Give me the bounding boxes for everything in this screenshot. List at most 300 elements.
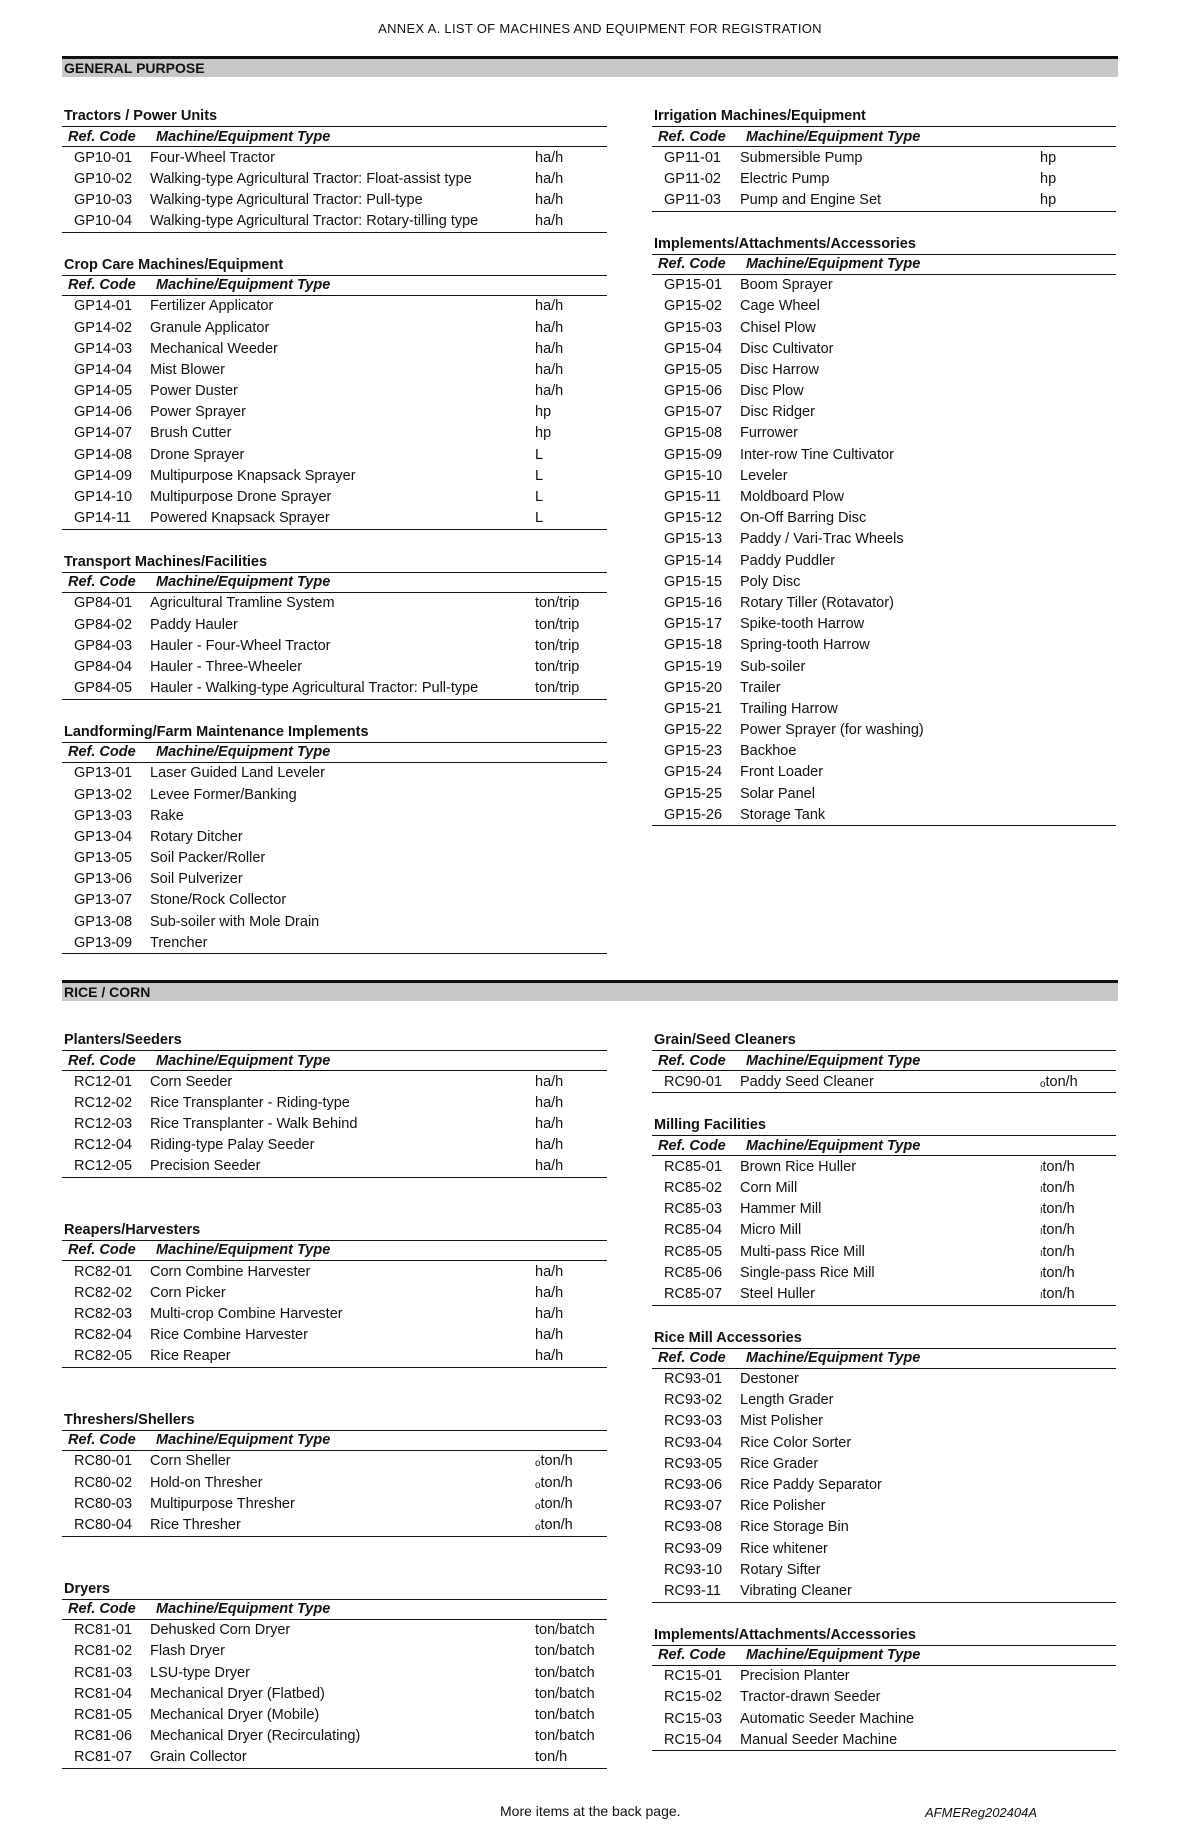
unit: ha/h [535, 191, 564, 208]
equipment-group [62, 1030, 607, 1178]
unit [1040, 486, 1116, 507]
machine-type: Paddy Hauler [150, 616, 238, 633]
unit: hp [1040, 191, 1057, 208]
table-row [62, 168, 607, 189]
column-header-ref-code: Ref. Code [62, 1430, 150, 1450]
table-row [652, 1368, 1116, 1390]
unit [535, 784, 607, 805]
equipment-group [652, 1328, 1116, 1603]
table-row [652, 804, 1116, 826]
unit: ₗton/h [1040, 1285, 1075, 1302]
table-row [62, 1726, 607, 1747]
ref-code: GP15-14 [664, 552, 723, 569]
table-row [62, 381, 607, 402]
ref-code: RC15-03 [664, 1710, 723, 1727]
unit: L [535, 489, 544, 506]
table-row [652, 444, 1116, 465]
unit: ha/h [535, 1094, 564, 1111]
machine-type: Rice Color Sorter [740, 1434, 852, 1451]
equipment-group [62, 1220, 607, 1368]
table-row [62, 1325, 607, 1346]
table-row [652, 189, 1116, 211]
table-row [652, 1283, 1116, 1305]
ref-code: GP15-16 [664, 594, 723, 611]
machine-type: Rice Transplanter - Riding-type [150, 1094, 350, 1111]
machine-type: Walking-type Agricultural Tractor: Pull-type [150, 191, 423, 208]
ref-code: RC85-06 [664, 1264, 723, 1281]
ref-code: RC15-01 [664, 1668, 723, 1685]
ref-code: RC80-02 [74, 1474, 133, 1491]
unit [1040, 296, 1116, 317]
ref-code: GP15-04 [664, 340, 723, 357]
ref-code: GP15-07 [664, 404, 723, 421]
ref-code: GP15-12 [664, 510, 723, 527]
unit [1040, 359, 1116, 380]
table-row [652, 1538, 1116, 1559]
ref-code: GP15-13 [664, 531, 723, 548]
table-row [652, 1241, 1116, 1262]
table-row [62, 1282, 607, 1303]
ref-code: GP15-02 [664, 298, 723, 315]
unit [1040, 338, 1116, 359]
ref-code: RC12-02 [74, 1094, 133, 1111]
table-row [652, 1729, 1116, 1751]
table-row [652, 1517, 1116, 1538]
table-row [62, 1450, 607, 1472]
column-header-ref-code: Ref. Code [62, 1599, 150, 1619]
table-row [62, 486, 607, 507]
ref-code: RC81-01 [74, 1622, 133, 1639]
table-row [652, 296, 1116, 317]
column-header-type: Machine/Equipment Type [150, 1599, 607, 1619]
table-row [62, 1493, 607, 1514]
table-row [62, 592, 607, 614]
unit: ha/h [535, 1115, 564, 1132]
unit [1040, 1432, 1116, 1453]
ref-code: GP15-03 [664, 319, 723, 336]
machine-type: Corn Seeder [150, 1073, 233, 1090]
equipment-group [652, 1115, 1116, 1305]
ref-code: RC12-03 [74, 1115, 133, 1132]
machine-type: Paddy Puddler [740, 552, 836, 569]
machine-type: Disc Cultivator [740, 340, 834, 357]
ref-code: GP11-03 [664, 191, 721, 208]
machine-type: Flash Dryer [150, 1643, 225, 1660]
unit: ₗton/h [1040, 1222, 1075, 1239]
equipment-table [62, 1430, 607, 1537]
table-row [62, 1135, 607, 1156]
machine-type: Hammer Mill [740, 1201, 822, 1218]
ref-code: RC12-04 [74, 1137, 133, 1154]
machine-type: Backhoe [740, 743, 797, 760]
section-column-right [652, 1030, 1116, 1751]
table-row [652, 635, 1116, 656]
group-title: Planters/Seeders [64, 1032, 182, 1048]
unit: L [535, 467, 544, 484]
ref-code: RC93-03 [664, 1413, 723, 1430]
ref-code: GP15-20 [664, 679, 723, 696]
equipment-group [652, 234, 1116, 827]
table-row [652, 1496, 1116, 1517]
table-row [62, 508, 607, 530]
ref-code: GP15-24 [664, 764, 723, 781]
machine-type: Trailing Harrow [740, 700, 838, 717]
table-row [62, 338, 607, 359]
machine-type: Boom Sprayer [740, 277, 833, 294]
ref-code: RC81-07 [74, 1749, 133, 1766]
ref-code: GP13-03 [74, 807, 133, 824]
table-row [652, 550, 1116, 571]
unit [1040, 1411, 1116, 1432]
unit: ₒton/h [535, 1453, 573, 1470]
unit: ₗton/h [1040, 1264, 1075, 1281]
ref-code: GP14-06 [74, 404, 133, 421]
table-row [62, 911, 607, 932]
ref-code: RC93-07 [664, 1498, 723, 1515]
machine-type: Rake [150, 807, 184, 824]
machine-type: Spring-tooth Harrow [740, 637, 870, 654]
table-row [652, 592, 1116, 613]
unit: ₗton/h [1040, 1158, 1075, 1175]
machine-type: Corn Picker [150, 1284, 226, 1301]
table-row [62, 1113, 607, 1134]
ref-code: RC82-02 [74, 1284, 133, 1301]
ref-code: GP14-11 [74, 510, 131, 527]
unit: ton/batch [535, 1643, 595, 1660]
table-row [652, 741, 1116, 762]
equipment-table [62, 126, 607, 233]
table-row [62, 189, 607, 210]
table-row [62, 635, 607, 656]
machine-type: Disc Ridger [740, 404, 815, 421]
machine-type: Mechanical Dryer (Mobile) [150, 1706, 320, 1723]
machine-type: Mist Polisher [740, 1413, 823, 1430]
ref-code: GP14-10 [74, 489, 133, 506]
machine-type: Micro Mill [740, 1222, 802, 1239]
table-row [62, 1156, 607, 1178]
group-title: Tractors / Power Units [64, 108, 218, 124]
machine-type: Multipurpose Knapsack Sprayer [150, 467, 356, 484]
machine-type: Four-Wheel Tractor [150, 149, 275, 166]
group-title: Landforming/Farm Maintenance Implements [64, 723, 369, 740]
equipment-table [62, 572, 607, 700]
table-row [62, 1641, 607, 1662]
group-title: Reapers/Harvesters [64, 1221, 201, 1238]
unit [1040, 1687, 1116, 1708]
unit: ha/h [535, 1073, 564, 1090]
group-title: Threshers/Shellers [64, 1411, 195, 1428]
ref-code: GP15-21 [664, 700, 723, 717]
unit [1040, 1453, 1116, 1474]
unit: ha/h [535, 170, 564, 187]
unit [1040, 1538, 1116, 1559]
unit [1040, 402, 1116, 423]
machine-type: Corn Combine Harvester [150, 1263, 311, 1280]
unit [1040, 465, 1116, 486]
machine-type: Moldboard Plow [740, 489, 844, 506]
column-header-type: Machine/Equipment Type [150, 127, 607, 147]
unit [535, 932, 607, 954]
table-row [62, 805, 607, 826]
ref-code: GP15-08 [664, 425, 723, 442]
ref-code: RC85-04 [664, 1222, 723, 1239]
ref-code: RC82-01 [74, 1263, 133, 1280]
unit: ₒton/h [535, 1474, 573, 1491]
machine-type: Laser Guided Land Leveler [150, 765, 325, 782]
document-title: ANNEX A. LIST OF MACHINES AND EQUIPMENT FOR REGISTRATION [378, 21, 822, 36]
table-row [62, 359, 607, 380]
machine-type: Riding-type Palay Seeder [150, 1137, 315, 1154]
table-row [62, 444, 607, 465]
ref-code: GP84-02 [74, 616, 133, 633]
ref-code: GP14-03 [74, 340, 133, 357]
group-title: Grain/Seed Cleaners [654, 1032, 796, 1048]
ref-code: GP15-23 [664, 743, 723, 760]
machine-type: Submersible Pump [740, 149, 863, 166]
group-title: Implements/Attachments/Accessories [654, 235, 916, 252]
table-row [652, 762, 1116, 783]
ref-code: GP84-04 [74, 658, 133, 675]
unit: ha/h [535, 340, 564, 357]
machine-type: Manual Seeder Machine [740, 1731, 898, 1748]
table-row [62, 423, 607, 444]
unit: ha/h [535, 1137, 564, 1154]
ref-code: GP15-18 [664, 637, 723, 654]
machine-type: Front Loader [740, 764, 824, 781]
machine-type: Walking-type Agricultural Tractor: Float-assist type [150, 170, 472, 187]
equipment-group [652, 1030, 1116, 1093]
machine-type: Rice Reaper [150, 1348, 231, 1365]
ref-code: GP14-09 [74, 467, 133, 484]
unit [1040, 762, 1116, 783]
unit [1040, 1559, 1116, 1580]
table-row [62, 1662, 607, 1683]
table-row [652, 1687, 1116, 1708]
ref-code: RC90-01 [664, 1073, 723, 1090]
machine-type: Trencher [150, 934, 208, 951]
equipment-group [652, 1625, 1116, 1752]
unit [1040, 1474, 1116, 1495]
group-title: Crop Care Machines/Equipment [64, 256, 284, 273]
ref-code: GP15-09 [664, 446, 723, 463]
column-header-ref-code: Ref. Code [62, 572, 150, 592]
ref-code: GP15-19 [664, 658, 723, 675]
equipment-group [62, 255, 607, 530]
unit [1040, 317, 1116, 338]
machine-type: Power Duster [150, 383, 238, 400]
machine-type: Inter-row Tine Cultivator [740, 446, 894, 463]
ref-code: RC93-10 [664, 1561, 723, 1578]
ref-code: GP10-04 [74, 213, 133, 230]
unit [1040, 720, 1116, 741]
table-row [62, 932, 607, 954]
ref-code: GP84-03 [74, 637, 133, 654]
column-header-type: Machine/Equipment Type [740, 254, 1116, 274]
table-row [652, 1177, 1116, 1198]
ref-code: GP11-02 [664, 170, 721, 187]
table-row [652, 1390, 1116, 1411]
table-row [62, 784, 607, 805]
table-row [652, 1156, 1116, 1178]
machine-type: Sub-soiler [740, 658, 806, 675]
ref-code: GP10-02 [74, 170, 133, 187]
table-row [652, 1071, 1116, 1093]
table-row [62, 1472, 607, 1493]
unit [535, 762, 607, 784]
machine-type: Poly Disc [740, 573, 801, 590]
table-row [652, 317, 1116, 338]
machine-type: Agricultural Tramline System [150, 595, 335, 612]
machine-type: Rice Paddy Separator [740, 1477, 882, 1494]
unit [1040, 1368, 1116, 1390]
table-row [652, 359, 1116, 380]
table-row [62, 211, 607, 233]
unit: hp [535, 404, 552, 421]
ref-code: GP15-10 [664, 467, 723, 484]
machine-type: Rotary Tiller (Rotavator) [740, 594, 894, 611]
machine-type: Rice Combine Harvester [150, 1327, 308, 1344]
table-row [652, 720, 1116, 741]
ref-code: RC81-06 [74, 1728, 133, 1745]
unit: ₒton/h [535, 1517, 573, 1534]
machine-type: Destoner [740, 1371, 799, 1388]
table-row [652, 656, 1116, 677]
machine-type: Walking-type Agricultural Tractor: Rotary-tilling type [150, 213, 479, 230]
unit [535, 890, 607, 911]
table-row [652, 1559, 1116, 1580]
unit: hp [1040, 149, 1057, 166]
machine-type: Leveler [740, 467, 788, 484]
unit: ₗton/h [1040, 1179, 1075, 1196]
group-title: Dryers [64, 1580, 110, 1597]
ref-code: RC85-02 [664, 1179, 723, 1196]
table-row [62, 317, 607, 338]
ref-code: GP15-25 [664, 785, 723, 802]
machine-type: Hold-on Thresher [150, 1474, 263, 1491]
ref-code: GP14-08 [74, 446, 133, 463]
unit: ha/h [535, 1158, 564, 1175]
ref-code: GP13-07 [74, 892, 133, 909]
table-row [62, 1303, 607, 1324]
ref-code: GP15-06 [664, 383, 723, 400]
equipment-table [652, 126, 1116, 212]
column-header-ref-code: Ref. Code [62, 275, 150, 295]
unit [1040, 635, 1116, 656]
unit [1040, 1496, 1116, 1517]
group-title: Transport Machines/Facilities [64, 553, 268, 570]
table-row [62, 1260, 607, 1282]
ref-code: GP13-02 [74, 786, 133, 803]
machine-type: Pump and Engine Set [740, 191, 882, 208]
ref-code: RC93-05 [664, 1455, 723, 1472]
column-header-type: Machine/Equipment Type [150, 742, 607, 762]
machine-type: Sub-soiler with Mole Drain [150, 913, 320, 930]
table-row [62, 869, 607, 890]
unit [1040, 571, 1116, 592]
table-row [652, 486, 1116, 507]
unit [1040, 274, 1116, 296]
unit: ha/h [535, 383, 564, 400]
group-title: Implements/Attachments/Accessories [654, 1626, 916, 1643]
column-header-ref-code: Ref. Code [652, 1645, 740, 1665]
unit: ₒton/h [1040, 1073, 1078, 1090]
machine-type: Multipurpose Thresher [150, 1495, 295, 1512]
column-header-ref-code: Ref. Code [652, 254, 740, 274]
ref-code: GP15-01 [664, 277, 723, 294]
machine-type: Automatic Seeder Machine [740, 1710, 915, 1727]
table-row [62, 465, 607, 486]
unit [1040, 1390, 1116, 1411]
machine-type: Hauler - Walking-type Agricultural Tractor: Pull-type [150, 680, 479, 697]
ref-code: RC93-01 [664, 1371, 723, 1388]
table-row [652, 423, 1116, 444]
column-header-type: Machine/Equipment Type [740, 1051, 1116, 1071]
table-row [652, 1580, 1116, 1602]
ref-code: RC81-05 [74, 1706, 133, 1723]
unit: ton/trip [535, 616, 580, 633]
machine-type: Tractor-drawn Seeder [740, 1689, 881, 1706]
machine-type: Soil Packer/Roller [150, 850, 266, 867]
machine-type: Brown Rice Huller [740, 1158, 857, 1175]
machine-type: On-Off Barring Disc [740, 510, 867, 527]
ref-code: RC81-02 [74, 1643, 133, 1660]
column-header-ref-code: Ref. Code [62, 127, 150, 147]
unit: ha/h [535, 1327, 564, 1344]
machine-type: Soil Pulverizer [150, 871, 243, 888]
machine-type: Single-pass Rice Mill [740, 1264, 875, 1281]
unit: ton/batch [535, 1622, 595, 1639]
section-header: RICE / CORN [62, 980, 1118, 1001]
machine-type: Mechanical Dryer (Flatbed) [150, 1685, 325, 1702]
column-header-type: Machine/Equipment Type [740, 127, 1116, 147]
ref-code: GP15-22 [664, 722, 723, 739]
table-row [652, 168, 1116, 189]
table-row [62, 295, 607, 317]
machine-type: Solar Panel [740, 785, 815, 802]
equipment-table [62, 742, 607, 955]
machine-type: Multi-pass Rice Mill [740, 1243, 865, 1260]
table-row [652, 147, 1116, 169]
equipment-group [62, 722, 607, 955]
equipment-table [62, 1050, 607, 1178]
table-row [62, 1346, 607, 1368]
unit: ton/trip [535, 680, 580, 697]
ref-code: RC85-07 [664, 1285, 723, 1302]
unit: ha/h [535, 361, 564, 378]
unit [1040, 550, 1116, 571]
machine-type: Paddy / Vari-Trac Wheels [740, 531, 904, 548]
machine-type: Hauler - Four-Wheel Tractor [150, 637, 331, 654]
table-row [652, 698, 1116, 719]
ref-code: GP15-15 [664, 573, 723, 590]
unit: L [535, 510, 544, 527]
unit: L [535, 446, 544, 463]
ref-code: RC93-06 [664, 1477, 723, 1494]
equipment-group [62, 1410, 607, 1537]
table-row [652, 1474, 1116, 1495]
unit [535, 805, 607, 826]
unit [1040, 1708, 1116, 1729]
machine-type: Stone/Rock Collector [150, 892, 287, 909]
machine-type: Rice Grader [740, 1455, 819, 1472]
unit: ha/h [535, 298, 564, 315]
ref-code: RC82-04 [74, 1327, 133, 1344]
ref-code: RC12-01 [74, 1073, 133, 1090]
table-row [62, 656, 607, 677]
table-row [62, 1747, 607, 1769]
table-row [62, 678, 607, 700]
table-row [62, 402, 607, 423]
